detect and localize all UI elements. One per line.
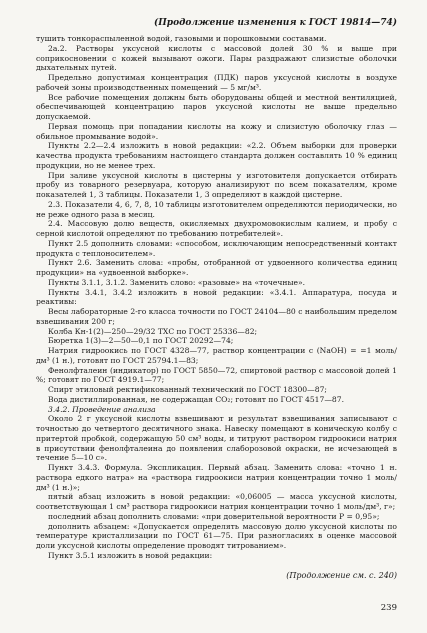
section-heading: 3.4.2. Проведение анализа: [48, 404, 156, 414]
paragraph: Пункт 3.4.3. Формула. Экспликация. Первый абзац. Заменить слова: «точно 1 н. раствора едкого натра» на «раствора гидроокиси натрия концентрации точно 1 моль/дм³ (1 н.)»;: [36, 463, 397, 492]
equipment-item: Колба Кн-1(2)—250—29/32 ТХС по ГОСТ 25336—82;: [48, 326, 258, 336]
paragraph: дополнить абзацем: «Допускается определять массовую долю уксусной кислоты по температуре кристаллизации по ГОСТ 61—75. При разногласиях в оценке массовой доли уксусной кислоты определение проводят титрованием».: [36, 521, 397, 550]
running-header: (Продолжение изменения к ГОСТ 19814—74): [154, 18, 397, 28]
paragraph: Весы лабораторные 2-го класса точности по ГОСТ 24104—80 с наибольшим пределом взвешивания 200 г;: [36, 307, 397, 326]
paragraph: 2.4. Массовую долю веществ, окисляемых двухромовокислым калием, и пробу с серной кислотой определяют по требованию потребителей».: [36, 219, 397, 238]
paragraph: Пункты 3.1.1, 3.1.2. Заменить слово: «разовые» на «точечные».: [48, 277, 306, 287]
paragraph: Все рабочие помещения должны быть оборудованы общей и местной вентиляцией, обеспечивающей концентрацию паров уксусной кислоты не выше предельно допускаемой.: [36, 92, 397, 121]
paragraph: пятый абзац изложить в новой редакции: «0,06005 — масса уксусной кислоты, соответствующая 1 см³ раствора гидроокиси натрия концентрации точно 1 моль/дм³, г»;: [36, 492, 397, 511]
paragraph: тушить тонкораспыленной водой, газовыми и порошковыми составами.: [36, 34, 327, 43]
paragraph: Предельно допустимая концентрация (ПДК) паров уксусной кислоты в воздухе рабочей зоны производственных помещений — 5 мг/м³.: [36, 73, 397, 92]
paragraph: Пункты 2.2—2.4 изложить в новой редакции: «2.2. Объем выборки для проверки качества продукта требованиям настоящего стандарта должен составлять 10 % единиц продукции, но не менее трех.: [36, 141, 397, 170]
paragraph: Пункт 2.6. Заменить слова: «пробы, отобранной от удвоенного количества единиц продукции» на «удвоенной выборке».: [36, 258, 397, 277]
reagent-item: Фенолфталеин (индикатор) по ГОСТ 5850—72, спиртовой раствор с массовой долей 1 %; готовят по ГОСТ 4919.1—77;: [36, 365, 397, 385]
paragraph: Около 2 г уксусной кислоты взвешивают и результат взвешивания записывают с точностью до четвертого десятичного знака. Навеску помещают в коническую колбу с притертой пробкой, содержащую 50 см³ воды, и титруют раствором гидроокиси натрия в присутствии фенолфталеина до появления слаборозовой окраски, не исчезающей в течение 5—10 с».: [36, 414, 397, 463]
paragraph: 2а.2. Растворы уксусной кислоты с массовой долей 30 % и выше при соприкосновении с кожей вызывают ожоги. Пары раздражают слизистые оболочки дыхательных путей.: [36, 43, 397, 73]
paragraph: Пункт 3.5.1 изложить в новой редакции:: [48, 550, 213, 560]
reagent-item: Натрия гидроокись по ГОСТ 4328—77, раствор концентрации с (NaOH) = =1 моль/дм³ (1 н.), готовят по ГОСТ 25794.1—83;: [36, 346, 397, 365]
paragraph: Первая помощь при попадании кислоты на кожу и слизистую оболочку глаз — обильное промывание водой».: [36, 121, 397, 141]
equipment-item: Бюретка 1(3)—2—50—0,1 по ГОСТ 20292—74;: [48, 336, 234, 346]
continuation-note: (Продолжение см. с. 240): [286, 570, 397, 580]
paragraph: Пункты 3.4.1, 3.4.2 изложить в новой редакции: «3.4.1. Аппаратура, посуда и реактивы:: [36, 287, 397, 307]
page-number: 239: [380, 603, 397, 613]
paragraph: последний абзац дополнить словами: «при доверительной вероятности P = 0,95»;: [48, 511, 380, 521]
reagent-item: Вода дистиллированная, не содержащая CO₂; готовят по ГОСТ 4517—87.: [48, 394, 345, 404]
paragraph: Пункт 2.5 дополнить словами: «способом, исключающим непосредственный контакт продукта с теплоносителем».: [36, 238, 397, 258]
reagent-item: Спирт этиловый ректификованный технический по ГОСТ 18300—87;: [48, 385, 327, 394]
paragraph: При заливе уксусной кислоты в цистерны у изготовителя допускается отбирать пробу из товарного резервуара, которую анализируют по всем показателям, кроме показателей 1, 3 таблицы. Показатели 1, 3 определяют в каждой цистерне.: [36, 170, 397, 199]
paragraph: 2.3. Показатели 4, 6, 7, 8, 10 таблицы изготовителем определяются периодически, но не реже одного раза в месяц.: [36, 199, 397, 219]
